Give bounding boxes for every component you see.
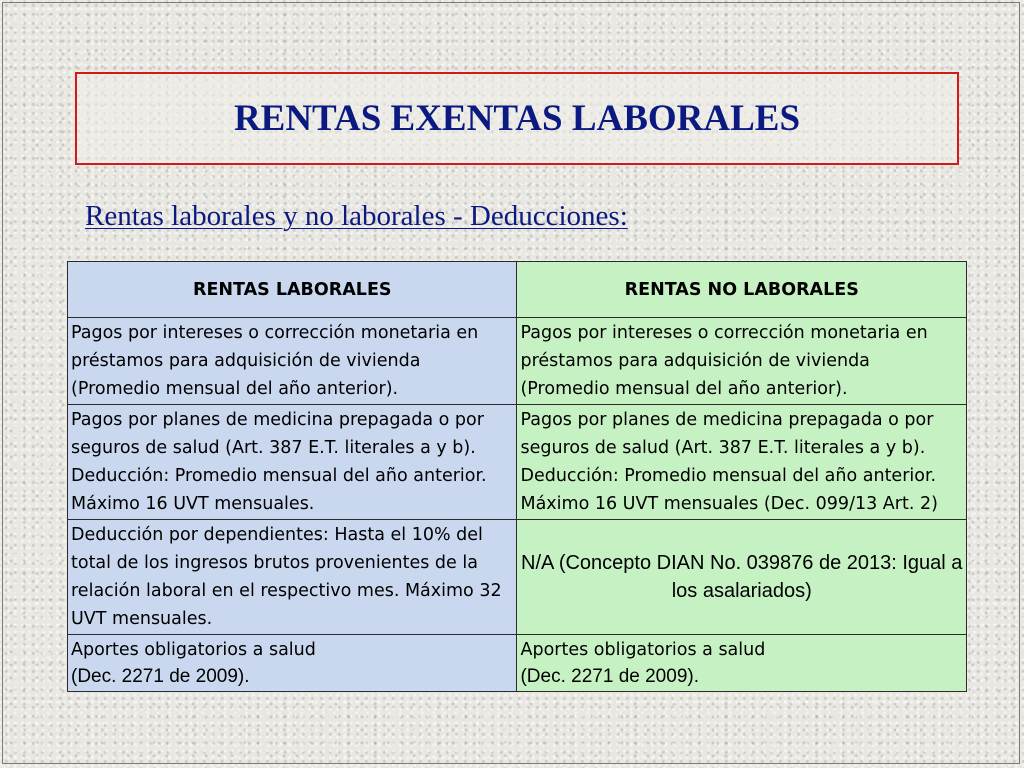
aportes-no-laborales-line2: (Dec. 2271 de 2009). <box>520 666 699 687</box>
table-row <box>68 635 967 692</box>
header-rentas-laborales: RENTAS LABORALES <box>68 262 517 318</box>
cell-no-laborales-medicina: Pagos por planes de medicina prepagada o por seguros de salud (Art. 387 E.T. literales a y b). Deducción: Promedio mensual del año anterior. Máximo 16 UVT mensuales (Dec. 099/13 Art. 2) <box>517 405 967 520</box>
table-row <box>68 405 967 520</box>
title-box <box>75 72 959 165</box>
cell-laborales-medicina: Pagos por planes de medicina prepagada o por seguros de salud (Art. 387 E.T. literales a y b). Deducción: Promedio mensual del año anterior. Máximo 16 UVT mensuales. <box>68 405 517 520</box>
cell-laborales-aportes <box>68 635 517 692</box>
table-header-row <box>68 262 967 318</box>
aportes-laborales-line2: (Dec. 2271 de 2009). <box>71 666 250 687</box>
header-rentas-no-laborales: RENTAS NO LABORALES <box>517 262 967 318</box>
cell-no-laborales-dependientes: N/A (Concepto DIAN No. 039876 de 2013: Igual a los asalariados) <box>517 520 967 635</box>
aportes-no-laborales-line1: Aportes obligatorios a salud <box>520 640 766 660</box>
cell-no-laborales-aportes <box>517 635 967 692</box>
table-row <box>68 318 967 405</box>
slide-subtitle: Rentas laborales y no laborales - Deducciones: <box>85 200 628 232</box>
cell-laborales-dependientes: Deducción por dependientes: Hasta el 10% del total de los ingresos brutos provenientes de la relación laboral en el respectivo mes. Máximo 32 UVT mensuales. <box>68 520 517 635</box>
slide-title: RENTAS EXENTAS LABORALES <box>233 98 801 139</box>
table-row <box>68 520 967 635</box>
cell-laborales-intereses: Pagos por intereses o corrección monetaria en préstamos para adquisición de vivienda (Promedio mensual del año anterior). <box>68 318 517 405</box>
cell-no-laborales-intereses: Pagos por intereses o corrección monetaria en préstamos para adquisición de vivienda (Promedio mensual del año anterior). <box>517 318 967 405</box>
deductions-table <box>67 261 967 692</box>
aportes-laborales-line1: Aportes obligatorios a salud <box>71 640 316 660</box>
